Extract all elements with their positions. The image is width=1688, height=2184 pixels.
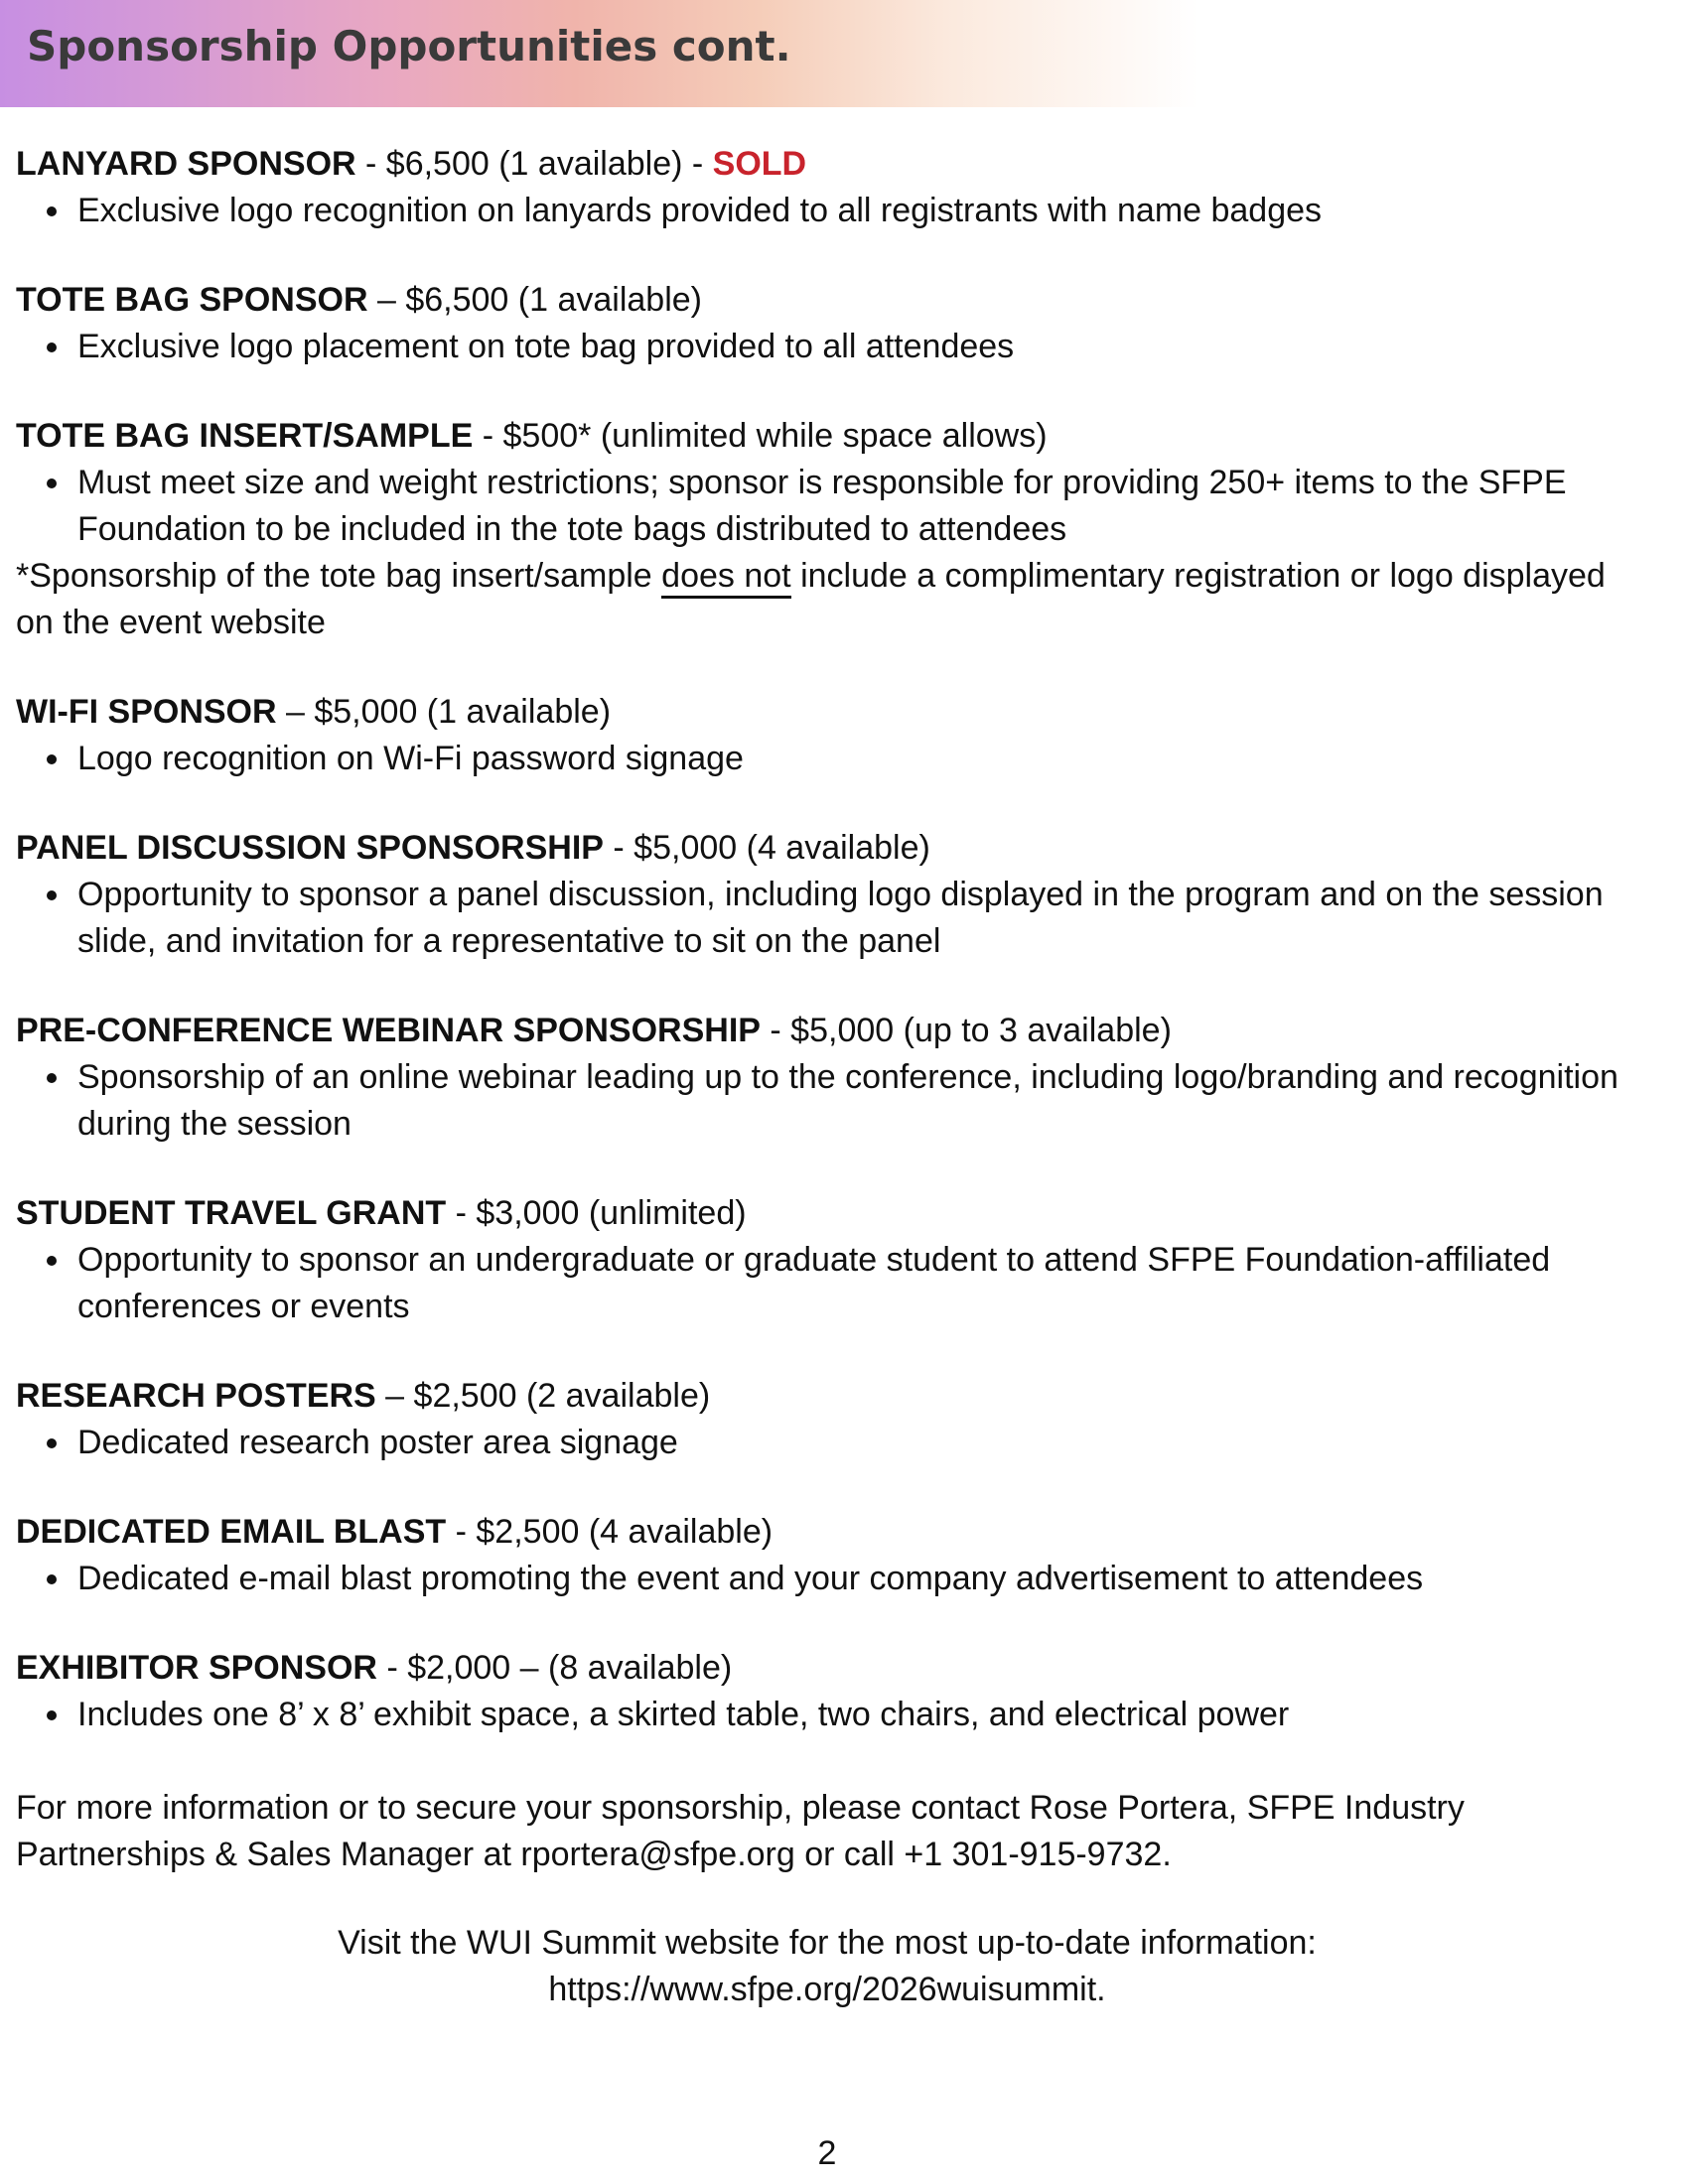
sponsorship-section <box>16 277 1638 370</box>
sponsorship-price: - $3,000 (unlimited) <box>446 1194 747 1232</box>
bullet-list <box>16 736 1638 782</box>
bullet-item: Must meet size and weight restrictions; sponsor is responsible for providing 250+ items to the SFPE Foundation to be included in the tote bags distributed to attendees <box>16 460 1638 553</box>
sponsorship-name: EXHIBITOR SPONSOR <box>16 1649 377 1687</box>
footnote-text-start: *Sponsorship of the tote bag insert/sample <box>16 557 662 595</box>
sponsorship-name: TOTE BAG SPONSOR <box>16 281 368 319</box>
sponsorship-price: – $2,500 (2 available) <box>375 1377 711 1415</box>
sponsorship-section <box>16 141 1638 234</box>
page-title: Sponsorship Opportunities cont. <box>27 21 791 70</box>
website-url[interactable]: https://www.sfpe.org/2026wuisummit. <box>548 1971 1106 2008</box>
bullet-list <box>16 1237 1638 1330</box>
bullet-list <box>16 1054 1638 1148</box>
sponsorship-price: – $6,500 (1 available) <box>367 281 702 319</box>
bullet-item: Exclusive logo placement on tote bag provided to all attendees <box>16 324 1638 370</box>
section-heading <box>16 1509 1638 1556</box>
sponsorship-name: STUDENT TRAVEL GRANT <box>16 1194 447 1232</box>
section-heading <box>16 1645 1638 1692</box>
bullet-item: Includes one 8’ x 8’ exhibit space, a skirted table, two chairs, and electrical power <box>16 1692 1638 1738</box>
bullet-item: Dedicated research poster area signage <box>16 1420 1638 1466</box>
bullet-item: Exclusive logo recognition on lanyards provided to all registrants with name badges <box>16 188 1638 234</box>
sponsorship-section <box>16 1008 1638 1148</box>
sponsorship-section <box>16 825 1638 965</box>
sponsorship-section <box>16 689 1638 782</box>
sponsorship-section <box>16 1509 1638 1602</box>
footnote-underlined-text: does not <box>661 557 790 599</box>
sponsorship-price: - $5,000 (up to 3 available) <box>760 1012 1172 1049</box>
sponsorship-section <box>16 1373 1638 1466</box>
sponsorship-section <box>16 413 1638 646</box>
sponsorship-section <box>16 1190 1638 1330</box>
bullet-list <box>16 1420 1638 1466</box>
footnote-text-end: include a complimentary registration or logo displayed on the event website <box>16 557 1606 641</box>
visit-line: Visit the WUI Summit website for the most up-to-date information: <box>338 1924 1317 1962</box>
section-heading <box>16 277 1638 324</box>
sponsorship-price: - $5,000 (4 available) <box>603 829 930 867</box>
bullet-list <box>16 188 1638 234</box>
content <box>16 141 1638 2177</box>
section-heading <box>16 1373 1638 1420</box>
section-heading <box>16 1190 1638 1237</box>
sponsorship-price: - $500* (unlimited while space allows) <box>473 417 1048 455</box>
sections-container <box>16 141 1638 1738</box>
sponsorship-price: - $2,000 – (8 available) <box>377 1649 733 1687</box>
bullet-item: Opportunity to sponsor a panel discussion, including logo displayed in the program and on the session slide, and invitation for a representative to sit on the panel <box>16 872 1638 965</box>
sold-badge: SOLD <box>712 145 807 183</box>
bullet-list <box>16 460 1638 553</box>
bullet-list <box>16 1692 1638 1738</box>
sponsorship-name: TOTE BAG INSERT/SAMPLE <box>16 417 474 455</box>
section-heading <box>16 413 1638 460</box>
sponsorship-name: WI-FI SPONSOR <box>16 693 277 731</box>
bullet-item: Sponsorship of an online webinar leading up to the conference, including logo/branding and recognition during the session <box>16 1054 1638 1148</box>
sponsorship-name: PANEL DISCUSSION SPONSORSHIP <box>16 829 604 867</box>
section-heading <box>16 825 1638 872</box>
sponsorship-price: – $5,000 (1 available) <box>276 693 612 731</box>
bullet-item: Opportunity to sponsor an undergraduate or graduate student to attend SFPE Foundation-affiliated conferences or events <box>16 1237 1638 1330</box>
footnote <box>16 553 1638 646</box>
bullet-list <box>16 324 1638 370</box>
bullet-item: Logo recognition on Wi-Fi password signage <box>16 736 1638 782</box>
bullet-list <box>16 1556 1638 1602</box>
page-number: 2 <box>817 2134 837 2172</box>
sponsorship-section <box>16 1645 1638 1738</box>
contact-paragraph: For more information or to secure your sponsorship, please contact Rose Portera, SFPE Industry Partnerships & Sales Manager at rportera@sfpe.org or call +1 301-915-9732. <box>16 1789 1465 1873</box>
sponsorship-name: RESEARCH POSTERS <box>16 1377 376 1415</box>
sponsorship-price: - $6,500 (1 available) - <box>355 145 713 183</box>
bullet-list <box>16 872 1638 965</box>
page-header <box>0 0 1688 107</box>
section-heading <box>16 689 1638 736</box>
sponsorship-name: LANYARD SPONSOR <box>16 145 356 183</box>
section-heading <box>16 141 1638 188</box>
sponsorship-name: PRE-CONFERENCE WEBINAR SPONSORSHIP <box>16 1012 761 1049</box>
sponsorship-name: DEDICATED EMAIL BLAST <box>16 1513 447 1551</box>
sponsorship-price: - $2,500 (4 available) <box>446 1513 774 1551</box>
section-heading <box>16 1008 1638 1054</box>
bullet-item: Dedicated e-mail blast promoting the event and your company advertisement to attendees <box>16 1556 1638 1602</box>
